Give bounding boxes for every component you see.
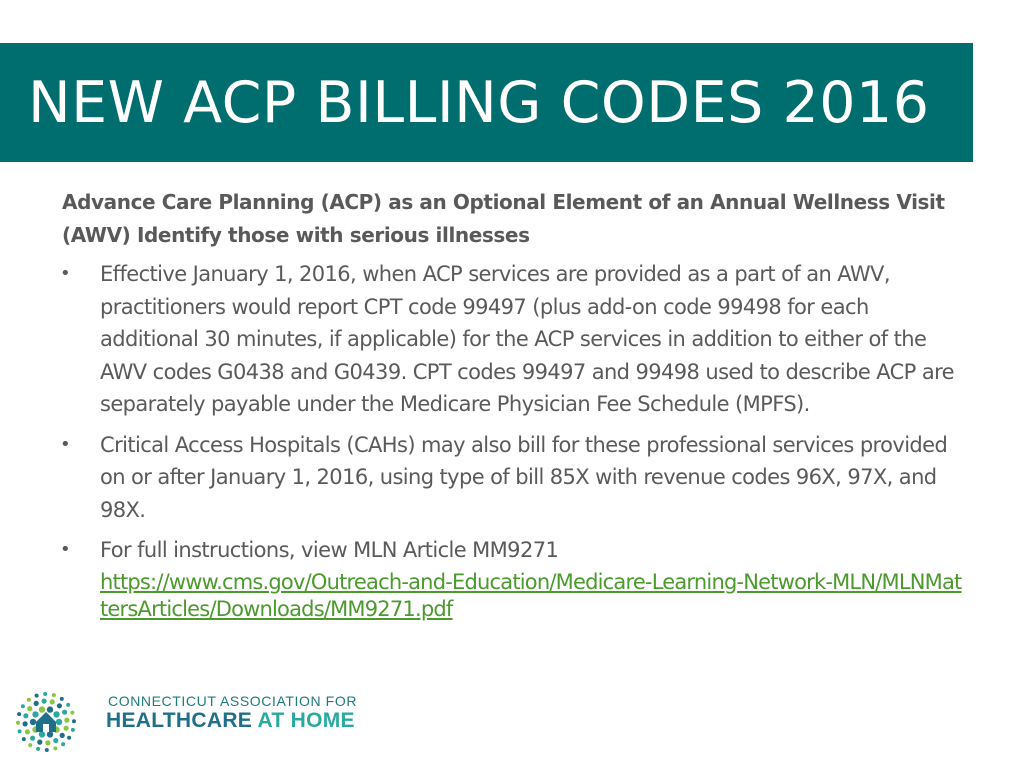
logo-dot — [16, 721, 20, 725]
slide-content — [62, 186, 967, 631]
logo-dot — [21, 704, 25, 708]
logo-word-at-home: AT HOME — [252, 709, 355, 732]
logo-dot — [18, 729, 22, 733]
logo-dot — [72, 719, 76, 723]
logo-dot — [28, 743, 32, 747]
logo-dot — [17, 712, 21, 716]
intro-heading: Advance Care Planning (ACP) as an Optional Element of an Annual Wellness Visit (AWV) Identify those with serious illnesses — [62, 190, 945, 247]
logo-dot — [66, 703, 70, 707]
logo-dot — [23, 721, 28, 726]
bullet-text: Effective January 1, 2016, when ACP services are provided as a part of an AWV, practitioners would report CPT code 99497 (plus add-on code 99498 for each additional 30 minutes, if applicable) for the ACP services in addition to either of the AWV codes G0438 and G0439. CPT codes 99497 and 99498 used to describe ACP are separately payable under the Medicare Physician Fee Schedule (MPFS). — [100, 262, 954, 416]
logo-dot — [43, 692, 47, 696]
logo-dot — [64, 726, 69, 731]
logo-dot — [39, 731, 45, 737]
bullet-dot-icon: • — [60, 539, 71, 560]
logo-dot — [50, 699, 55, 704]
logo-dot — [27, 698, 31, 702]
logo-dot — [52, 693, 56, 697]
logo-dot — [56, 719, 62, 725]
title-band — [0, 43, 973, 162]
logo-dot — [32, 711, 38, 717]
logo-dot — [39, 706, 45, 712]
logo-dot — [61, 742, 65, 746]
bullet-item-cah — [62, 429, 967, 527]
logo-dot — [45, 740, 50, 745]
logo-dot — [45, 748, 49, 752]
bullet-text: Critical Access Hospitals (CAHs) may also bill for these professional services provided on or after January 1, 2016, using type of bill 85X with revenue codes 96X, 97X, and 98X. — [100, 432, 948, 522]
slide-title: NEW ACP BILLING CODES 2016 — [28, 70, 930, 136]
logo-dot — [25, 729, 30, 734]
logo-dot — [53, 711, 59, 717]
logo-dot — [67, 736, 71, 740]
bullet-dot-icon: • — [60, 263, 71, 284]
logo-dot — [34, 701, 39, 706]
logo-dot — [60, 733, 65, 738]
logo-dot — [71, 728, 75, 732]
logo-dot — [62, 710, 67, 715]
logo-dot — [30, 719, 36, 725]
logo-dot — [60, 697, 64, 701]
logo-dot — [35, 694, 39, 698]
bullet-text: For full instructions, view MLN Article MM9271 — [100, 538, 559, 562]
logo-dot — [27, 706, 32, 711]
logo-dot — [22, 737, 26, 741]
logo-dot — [53, 746, 57, 750]
bullet-list — [62, 258, 967, 623]
association-logo — [14, 688, 358, 752]
logo-dot — [36, 747, 40, 751]
logo-word-healthcare: HEALTHCARE — [106, 709, 253, 732]
logo-dot — [42, 699, 47, 704]
logo-dot — [57, 703, 62, 708]
logo-dot — [30, 736, 35, 741]
logo-dot — [53, 738, 58, 743]
bullet-item-awv — [62, 258, 967, 421]
logo-dot — [47, 731, 53, 737]
logo-org-line: CONNECTICUT ASSOCIATION FOR — [108, 693, 358, 709]
logo-dot — [47, 706, 53, 712]
logo-dot — [23, 713, 28, 718]
logo-dot — [70, 711, 74, 715]
bullet-item-instructions — [62, 534, 967, 623]
mm9271-link[interactable]: https://www.cms.gov/Outreach-and-Education/Medicare-Learning-Network-MLN/MLNMattersArticles/Downloads/MM9271.pdf — [100, 569, 962, 621]
house-dots-icon — [14, 688, 78, 752]
bullet-dot-icon: • — [60, 433, 71, 455]
logo-dot — [64, 718, 69, 723]
logo-dot — [37, 740, 42, 745]
logo-name-line — [106, 709, 355, 733]
